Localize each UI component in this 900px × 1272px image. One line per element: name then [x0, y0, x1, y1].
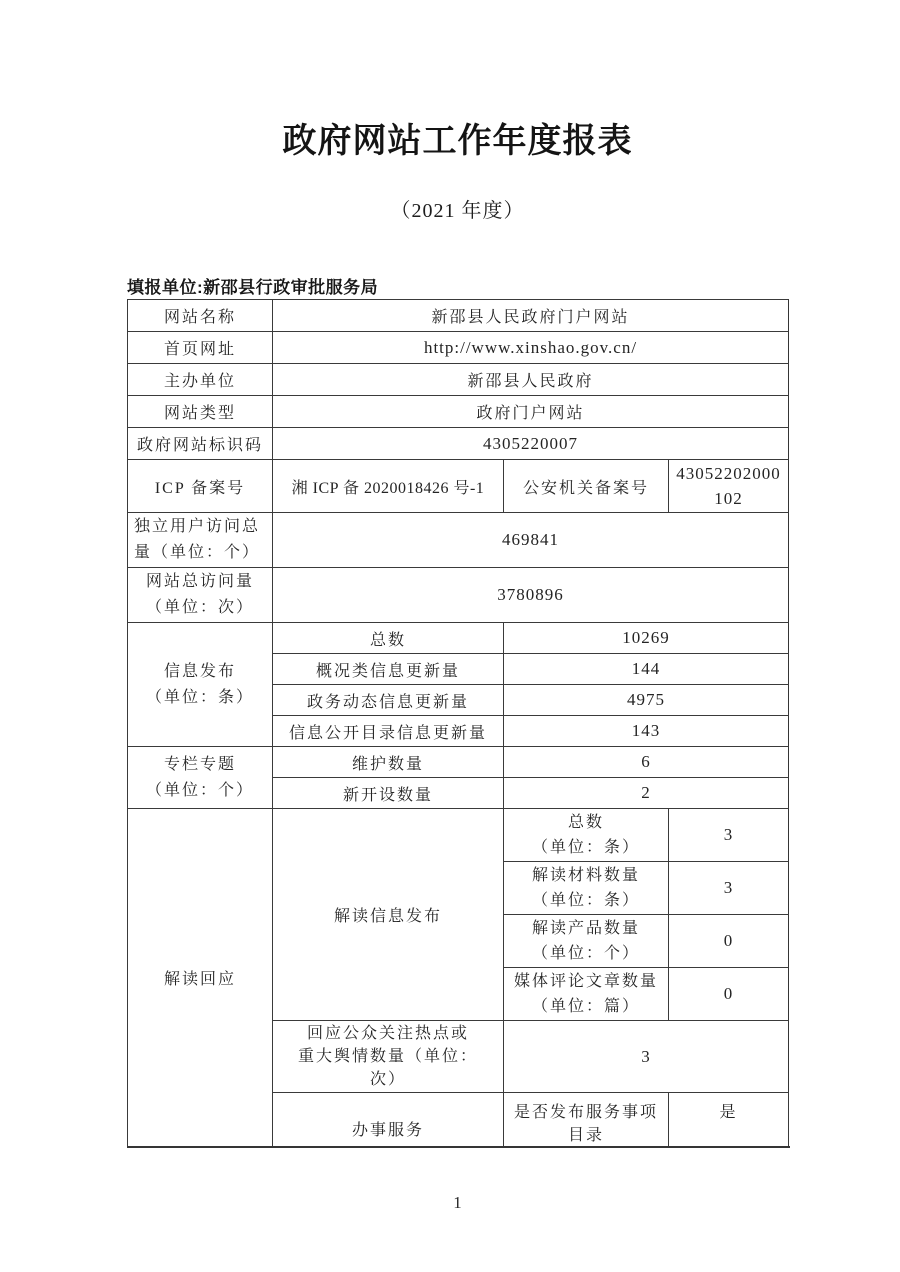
column-maintained-label: 维护数量 — [273, 747, 504, 778]
table-row-site-code — [128, 428, 789, 460]
table-row-column-maintained — [128, 747, 789, 778]
service-section-label: 办事服务 — [273, 1093, 504, 1148]
response-hotspot-value: 3 — [504, 1021, 789, 1093]
interp-material-label-line1: 解读材料数量 — [531, 867, 640, 884]
interp-product-value: 0 — [669, 915, 789, 968]
info-news-value: 4975 — [504, 685, 789, 716]
police-record-value-line1: 43052202000 — [676, 464, 781, 483]
icp-label: ICP 备案号 — [128, 460, 273, 513]
icp-value: 湘 ICP 备 2020018426 号-1 — [273, 460, 504, 513]
interp-total-label-line2: （单位：条） — [531, 839, 640, 856]
interp-media-label — [504, 968, 669, 1021]
interp-product-label-line2: （单位：个） — [531, 945, 640, 962]
total-visits-value: 3780896 — [273, 568, 789, 623]
interpretation-publish-label: 解读信息发布 — [273, 809, 504, 1021]
table-row-site-type — [128, 396, 789, 428]
table-row-interp-total — [128, 809, 789, 862]
column-maintained-value: 6 — [504, 747, 789, 778]
info-overview-value: 144 — [504, 654, 789, 685]
info-total-label: 总数 — [273, 623, 504, 654]
service-directory-label: 是否发布服务事项目录 — [504, 1093, 669, 1148]
table-row-info-total — [128, 623, 789, 654]
response-hotspot-label-line2: 重大舆情数量（单位： — [297, 1048, 478, 1065]
document-page — [127, 0, 788, 1214]
interp-total-label-line1: 总数 — [567, 814, 604, 831]
interp-product-label — [504, 915, 669, 968]
sponsor-value: 新邵县人民政府 — [273, 364, 789, 396]
unique-visitors-label-line2: 量（单位：个） — [134, 544, 261, 561]
report-unit: 填报单位:新邵县行政审批服务局 — [127, 278, 379, 297]
interp-product-label-line1: 解读产品数量 — [531, 920, 640, 937]
interp-media-label-line2: （单位：篇） — [531, 998, 640, 1015]
service-directory-value: 是 — [669, 1093, 789, 1148]
info-directory-value: 143 — [504, 716, 789, 747]
response-hotspot-label — [273, 1021, 504, 1093]
interpretation-section-label: 解读回应 — [128, 809, 273, 1148]
site-code-value: 4305220007 — [273, 428, 789, 460]
info-total-value: 10269 — [504, 623, 789, 654]
page-number: 1 — [453, 1193, 462, 1212]
unique-visitors-value: 469841 — [273, 513, 789, 568]
total-visits-label — [128, 568, 273, 623]
table-row-unique-visitors — [128, 513, 789, 568]
info-news-label: 政务动态信息更新量 — [273, 685, 504, 716]
page-subtitle: （2021 年度） — [390, 200, 525, 222]
info-publish-section-label — [128, 623, 273, 747]
table-row-sponsor — [128, 364, 789, 396]
sponsor-label: 主办单位 — [128, 364, 273, 396]
police-record-label: 公安机关备案号 — [504, 460, 669, 513]
unique-visitors-label — [128, 513, 273, 568]
site-name-label: 网站名称 — [128, 300, 273, 332]
table-row-total-visits — [128, 568, 789, 623]
interp-material-label — [504, 862, 669, 915]
special-column-label-line2: （单位：个） — [145, 781, 254, 799]
police-record-value-line2: 102 — [714, 489, 743, 508]
column-new-label: 新开设数量 — [273, 778, 504, 809]
interp-media-label-line1: 媒体评论文章数量 — [513, 973, 658, 990]
interp-material-value: 3 — [669, 862, 789, 915]
info-publish-label-line2: （单位：条） — [145, 688, 254, 706]
interp-material-label-line2: （单位：条） — [531, 892, 640, 909]
annual-report-table — [127, 299, 789, 1148]
column-new-value: 2 — [504, 778, 789, 809]
page-title: 政府网站工作年度报表 — [282, 122, 633, 160]
site-type-label: 网站类型 — [128, 396, 273, 428]
unique-visitors-label-line1: 独立用户访问总 — [134, 518, 261, 535]
response-hotspot-label-line1: 回应公众关注热点或 — [306, 1025, 469, 1042]
site-code-label: 政府网站标识码 — [128, 428, 273, 460]
site-name-value: 新邵县人民政府门户网站 — [273, 300, 789, 332]
table-row-icp — [128, 460, 789, 513]
info-publish-label-line1: 信息发布 — [163, 662, 236, 680]
table-row-homepage-url — [128, 332, 789, 364]
homepage-url-value: http://www.xinshao.gov.cn/ — [273, 332, 789, 364]
interp-total-label — [504, 809, 669, 862]
police-record-value — [669, 460, 789, 513]
interp-media-value: 0 — [669, 968, 789, 1021]
info-overview-label: 概况类信息更新量 — [273, 654, 504, 685]
total-visits-label-line2: （单位：次） — [145, 599, 254, 616]
table-row-site-name — [128, 300, 789, 332]
special-column-label-line1: 专栏专题 — [163, 755, 236, 773]
homepage-url-label: 首页网址 — [128, 332, 273, 364]
info-directory-label: 信息公开目录信息更新量 — [273, 716, 504, 747]
response-hotspot-label-line3: 次） — [369, 1071, 406, 1088]
special-column-section-label — [128, 747, 273, 809]
interp-total-value: 3 — [669, 809, 789, 862]
site-type-value: 政府门户网站 — [273, 396, 789, 428]
total-visits-label-line1: 网站总访问量 — [145, 573, 254, 590]
